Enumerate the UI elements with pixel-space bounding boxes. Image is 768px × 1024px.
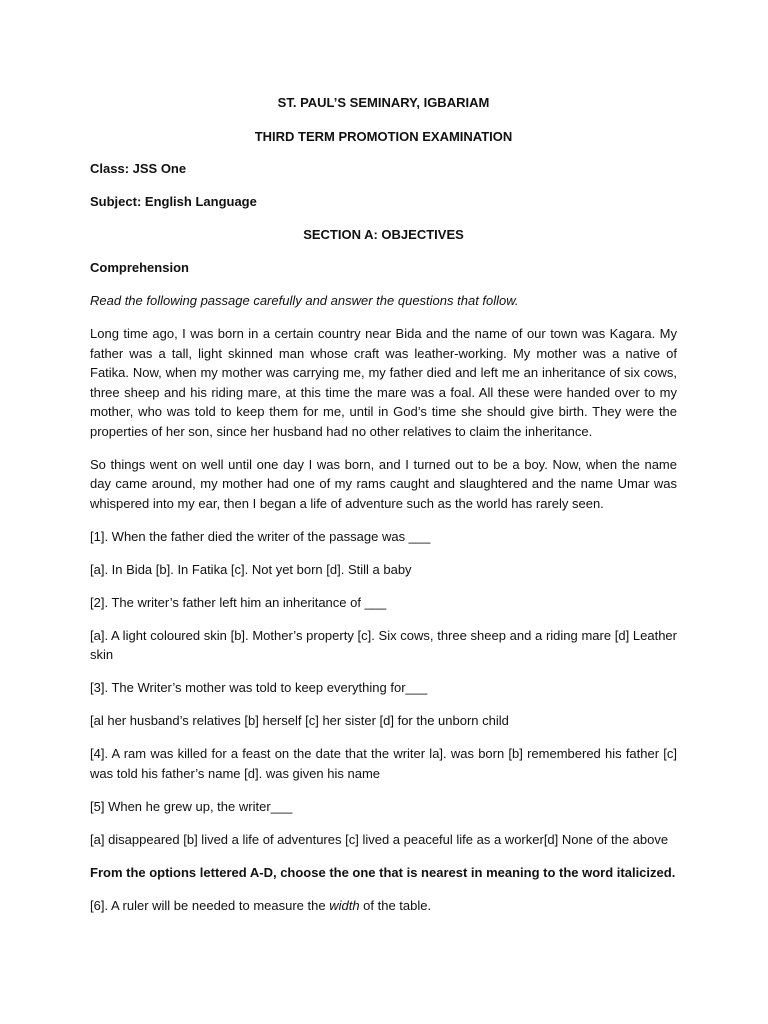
question-6-italic-word: width xyxy=(329,897,360,913)
question-3-options: [al her husband’s relatives [b] herself [c] her sister [d] for the unborn child xyxy=(90,713,509,728)
passage-paragraph-1: Long time ago, I was born in a certain country near Bida and the name of our town was Kagara. My father was a tall, light skinned man whose craft was leather-working. My mother was a native of Fatika. Now, when my mother was carrying me, my father died and left me an inheritance of six cows, three sheep and his riding mare, at this time the mare was a foal. All these were handed over to my mother, who was told to keep them for me, until in God’s time she should give birth. They were the properties of her son, since her husband had no other relatives to claim the inheritance. xyxy=(90,326,677,439)
subject-line: Subject: English Language xyxy=(90,194,257,209)
question-6 xyxy=(90,896,677,916)
question-5: [5] When he grew up, the writer___ xyxy=(90,798,293,814)
comprehension-instruction: Read the following passage carefully and answer the questions that follow. xyxy=(90,293,519,308)
school-name: ST. PAUL’S SEMINARY, IGBARIAM xyxy=(277,95,490,110)
comprehension-heading: Comprehension xyxy=(90,260,189,275)
exam-page xyxy=(90,93,677,929)
question-4: [4]. A ram was killed for a feast on the date that the writer la]. was born [b] remembered his father [c] was told his father’s name [d]. was given his name xyxy=(90,746,677,781)
question-1: [1]. When the father died the writer of the passage was ___ xyxy=(90,528,431,544)
passage-paragraph-2: So things went on well until one day I was born, and I turned out to be a boy. Now, when the name day came around, my mother had one of my rams caught and slaughtered and the name Umar was whispered into my ear, then I began a life of adventure such as the world has rarely seen. xyxy=(90,456,677,511)
vocabulary-instruction: From the options lettered A-D, choose the one that is nearest in meaning to the word italicized. xyxy=(90,864,676,880)
exam-title: THIRD TERM PROMOTION EXAMINATION xyxy=(254,128,513,144)
question-3: [3]. The Writer’s mother was told to keep everything for___ xyxy=(90,680,428,695)
section-heading: SECTION A: OBJECTIVES xyxy=(303,227,464,242)
question-6-text-before: [6]. A ruler will be needed to measure the xyxy=(90,897,330,913)
question-5-options: [a] disappeared [b] lived a life of adventures [c] lived a peaceful life as a worker[d] None of the above xyxy=(90,831,669,847)
question-1-options: [a]. In Bida [b]. In Fatika [c]. Not yet born [d]. Still a baby xyxy=(90,561,412,577)
question-2: [2]. The writer’s father left him an inheritance of ___ xyxy=(90,594,387,610)
question-6-text-after: of the table. xyxy=(359,897,432,913)
question-2-options: [a]. A light coloured skin [b]. Mother’s property [c]. Six cows, three sheep and a riding mare [d] Leather skin xyxy=(90,627,677,662)
class-line: Class: JSS One xyxy=(90,161,187,176)
